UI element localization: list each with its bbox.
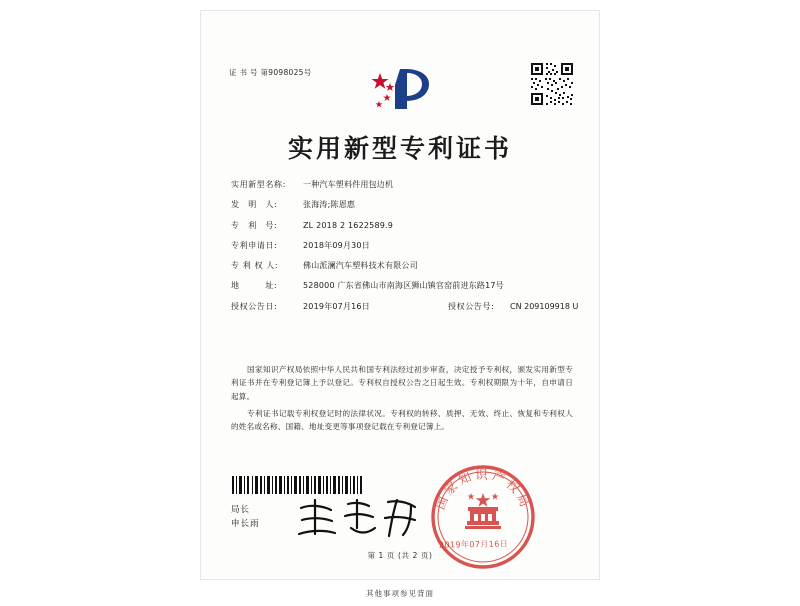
director-role-label: 局长	[231, 505, 251, 515]
field-label-utility-model-name: 实用新型名称:	[231, 180, 286, 189]
page-indicator: 第 1 页 (共 2 页)	[367, 551, 433, 560]
field-label-patent-number: 专 利 号:	[231, 220, 278, 230]
field-label-grant-date: 授权公告日:	[231, 301, 278, 311]
field-value-address: 528000 广东省佛山市南海区狮山镇官窑前进东路17号	[303, 281, 504, 291]
field-value-grant-publication-number: CN 209109918 U	[510, 301, 579, 311]
field-label-application-date: 专利申请日:	[231, 240, 278, 250]
footer-note: 其他事项参见背面	[366, 589, 434, 598]
field-value-inventor: 张海涛;陈恩惠	[303, 200, 356, 210]
field-value-application-date: 2018年09月30日	[303, 240, 370, 250]
signature-block	[231, 503, 260, 532]
patent-certificate	[200, 10, 600, 580]
qr-code-icon	[529, 61, 575, 107]
director-name-label: 申长雨	[231, 519, 260, 530]
body-paragraph-1: 国家知识产权局依照中华人民共和国专利法经过初步审查，决定授予专利权，颁发实用新型专利证书并在专利登记簿上予以登记。专利权自授权公告之日起生效。专利权期限为十年，自申请日起算。	[231, 365, 573, 401]
barcode-icon	[231, 476, 363, 494]
field-row-grant	[231, 301, 579, 312]
field-label-patentee: 专 利 权 人:	[231, 261, 279, 271]
field-row-application-date	[231, 242, 573, 251]
certificate-body	[231, 363, 573, 437]
body-paragraph-2: 专利证书记载专利权登记时的法律状况。专利权的转移、质押、无效、终止、恢复和专利权人的姓名或名称、国籍、地址变更等事项登记载在专利登记簿上。	[231, 408, 573, 432]
field-value-patent-number: ZL 2018 2 1622589.9	[303, 220, 394, 230]
field-value-grant-date: 2019年07月16日	[303, 301, 370, 311]
field-value-patentee: 佛山派澜汽车塑料技术有限公司	[303, 261, 418, 271]
field-row-name	[231, 181, 573, 190]
field-row-inventor	[231, 201, 573, 210]
field-value-utility-model-name: 一种汽车塑料件用包边机	[303, 180, 394, 189]
field-row-patentee	[231, 262, 573, 271]
svg-text:国家知识产权局: 国家知识产权局	[432, 467, 534, 512]
field-row-address	[231, 282, 573, 291]
field-label-grant-publication-number: 授权公告号:	[448, 301, 495, 311]
handwritten-signature-icon	[293, 494, 423, 540]
field-label-address: 地 址:	[231, 281, 278, 291]
cnipa-logo-icon	[366, 63, 438, 115]
certificate-fields	[231, 180, 579, 323]
field-label-inventor: 发 明 人:	[231, 200, 278, 210]
seal-date: 2019年07月16日	[438, 539, 509, 550]
certificate-title: 实用新型专利证书	[287, 134, 512, 163]
field-row-patent-number	[231, 222, 573, 231]
certificate-number: 证 书 号 第9098025号	[229, 68, 312, 77]
